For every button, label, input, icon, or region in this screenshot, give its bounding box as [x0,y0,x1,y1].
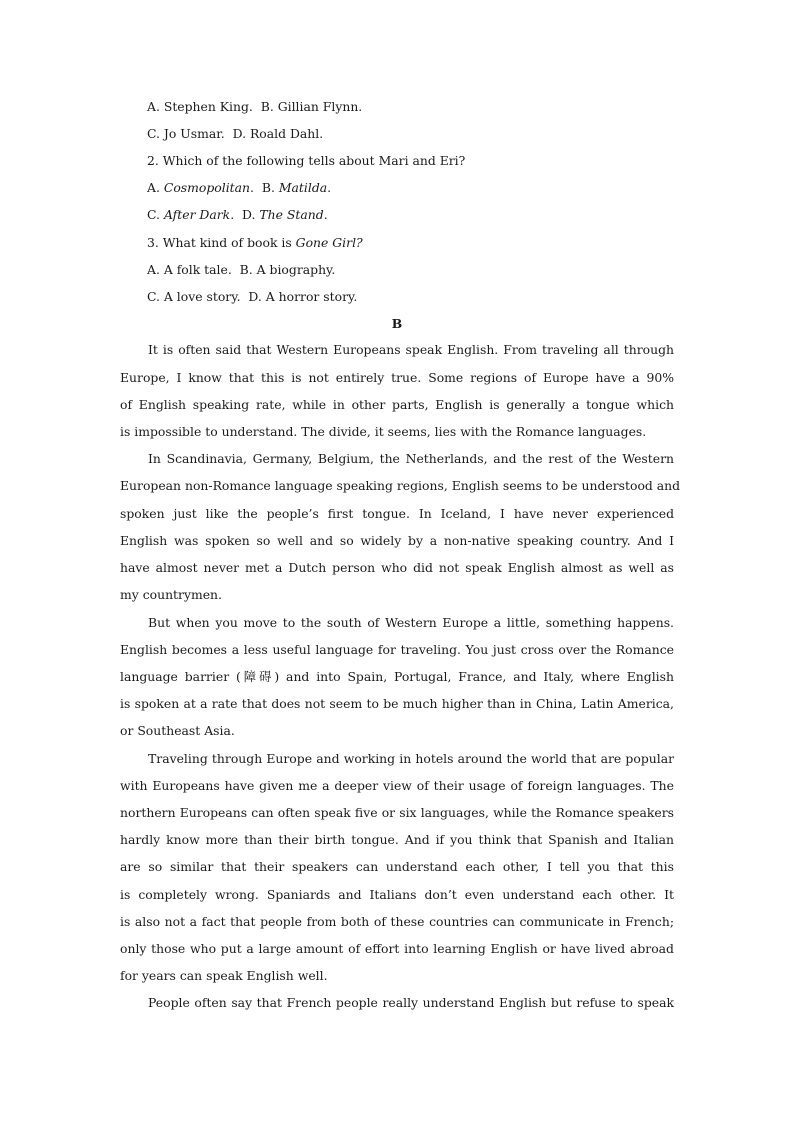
q2-option-b-prefix: B. [261,180,275,195]
text-line: for years can speak English well. [120,968,328,983]
text-line: or Southeast Asia. [120,723,235,738]
q3-option-a: A. A folk tale. [147,262,232,277]
text-line: spoken just like the people’s first tongue. In Iceland, I have never experienced [120,506,674,521]
text-line: is impossible to understand. The divide, it seems, lies with the Romance languages. [120,424,647,439]
text-line: People often say that French people really understand English but refuse to speak [148,995,674,1010]
q3-stem-text: 3. What kind of book is [147,235,292,250]
text-line: northern Europeans can often speak five or six languages, while the Romance speakers [120,805,674,820]
text-line: English was spoken so well and so widely by a non-native speaking country. And I [120,533,674,548]
section-heading: B [391,316,403,331]
q3-options-ab [147,262,335,277]
q1-option-d: D. Roald Dahl. [232,126,324,141]
q2-options-cd: C. After Dark. D. The Stand. [147,207,328,222]
q3-options-cd [147,289,357,304]
text-line: is completely wrong. Spaniards and Italians don’t even understand each other. It [120,887,674,902]
q1-options-cd [147,126,323,141]
q3-option-d: D. A horror story. [248,289,358,304]
text-line: is also not a fact that people from both of these countries can communicate in French; [120,914,674,929]
text-line: Europe, I know that this is not entirely true. Some regions of Europe have a 90% [120,370,674,385]
q2-option-d-prefix: D. [242,207,256,222]
q2-option-d: The Stand [259,207,324,222]
text-line: of English speaking rate, while in other parts, English is generally a tongue which [120,397,674,412]
text-line: is spoken at a rate that does not seem to be much higher than in China, Latin America, [120,696,674,711]
text-line: It is often said that Western Europeans speak English. From traveling all through [148,342,674,357]
q3-stem [147,235,363,250]
text-line: European non-Romance language speaking regions, English seems to be understood and [120,478,681,493]
text-line: only those who put a large amount of effort into learning English or have lived abroad [120,941,674,956]
q2-stem: 2. Which of the following tells about Mari and Eri? [147,153,466,168]
q2-option-a: Cosmopolitan [163,180,251,195]
q1-option-c: C. Jo Usmar. [147,126,225,141]
q1-options-ab [147,99,362,114]
q3-option-c: C. A love story. [147,289,241,304]
q2-options-ab: A. Cosmopolitan. B. Matilda. [147,180,332,195]
q3-stem-title: Gone Girl? [295,235,363,250]
text-line: hardly know more than their birth tongue. And if you think that Spanish and Italian [120,832,674,847]
text-line: Traveling through Europe and working in hotels around the world that are popular [148,751,674,766]
text-line: language barrier (障碍) and into Spain, Portugal, France, and Italy, where English [120,669,674,684]
q1-option-a: A. Stephen King. [147,99,253,114]
text-line: with Europeans have given me a deeper view of their usage of foreign languages. The [120,778,674,793]
text-line: are so similar that their speakers can understand each other, I tell you that this [120,859,674,874]
text-line: English becomes a less useful language for traveling. You just cross over the Romance [120,642,674,657]
q2-option-b: Matilda [278,180,328,195]
text-line: my countrymen. [120,587,222,602]
text-line: But when you move to the south of Western Europe a little, something happens. [148,615,674,630]
q2-option-a-prefix: A. [147,180,160,195]
q3-option-b: B. A biography. [239,262,336,277]
q1-option-b: B. Gillian Flynn. [260,99,363,114]
q2-option-c-prefix: C. [147,207,160,222]
text-line: In Scandinavia, Germany, Belgium, the Netherlands, and the rest of the Western [148,451,674,466]
q2-option-c: After Dark [163,207,231,222]
text-line: have almost never met a Dutch person who did not speak English almost as well as [120,560,674,575]
